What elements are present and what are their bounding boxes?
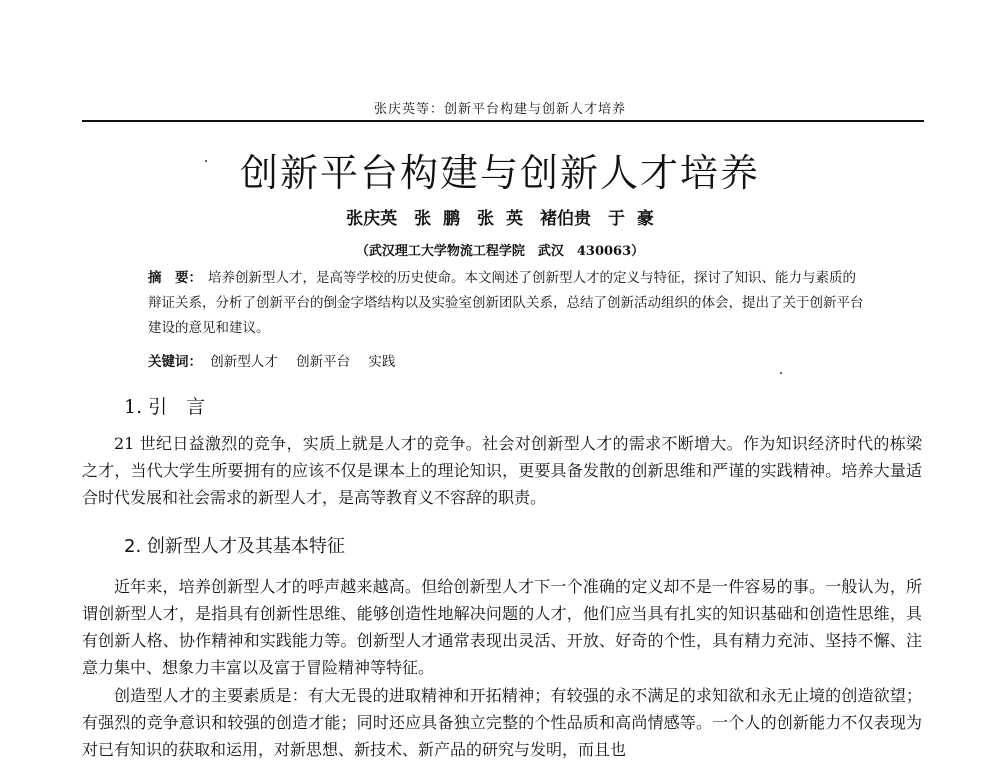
header-rule bbox=[82, 120, 924, 122]
author-list: 张庆英 张 鹏 张 英 褚伯贵 于 豪 bbox=[346, 209, 654, 229]
keywords-label: 关键词： bbox=[148, 354, 202, 370]
section-heading: 2. 创新型人才及其基本特征 bbox=[124, 536, 345, 557]
keywords bbox=[148, 350, 868, 370]
keyword: 实践 bbox=[368, 354, 396, 370]
section-heading: 1. 引 言 bbox=[124, 396, 206, 418]
abstract-text: 培养创新型人才，是高等学校的历史使命。本文阐述了创新型人才的定义与特征，探讨了知识、能力与素质的辩证关系，分析了创新平台的倒金字塔结构以及实验室创新团队关系，总结了创新活动组织的体会，提出了关于创新平台建设的意见和建议。 bbox=[148, 270, 864, 336]
paragraph: 创造型人才的主要素质是：有大无畏的进取精神和开拓精神；有较强的永不满足的求知欲和永无止境的创造欲望；有强烈的竞争意识和较强的创造才能；同时还应具备独立完整的个性品质和高尚情感等。一个人的创新能力不仅表现为对已有知识的获取和运用，对新思想、新技术、新产品的研究与发明，而且也 bbox=[82, 686, 922, 759]
running-header: 张庆英等：创新平台构建与创新人才培养 bbox=[373, 102, 626, 117]
keyword: 创新型人才 bbox=[210, 354, 278, 370]
keyword: 创新平台 bbox=[296, 354, 351, 370]
abstract bbox=[148, 266, 868, 341]
paragraph: 近年来，培养创新型人才的呼声越来越高。但给创新型人才下一个准确的定义却不是一件容易的事。一般认为，所谓创新型人才，是指具有创新性思维、能够创造性地解决问题的人才，他们应当具有扎实的知识基础和创造性思维，具有创新人格、协作精神和实践能力等。创新型人才通常表现出灵活、开放、好奇的个性，具有精力充沛、坚持不懈、注意力集中、想象力丰富以及富于冒险精神等特征。 bbox=[82, 577, 922, 677]
scan-speck bbox=[780, 372, 782, 374]
paper-title: 创新平台构建与创新人才培养 bbox=[239, 151, 760, 195]
paragraph: 21 世纪日益激烈的竞争，实质上就是人才的竞争。社会对创新型人才的需求不断增大。作为知识经济时代的栋梁之才，当代大学生所要拥有的应该不仅是课本上的理论知识，更要具备发散的创新思维和严谨的实践精神。培养大量适合时代发展和社会需求的新型人才，是高等教育义不容辞的职责。 bbox=[82, 434, 922, 507]
abstract-label: 摘 要： bbox=[148, 270, 202, 286]
affiliation: （武汉理工大学物流工程学院 武汉 430063） bbox=[355, 244, 645, 259]
